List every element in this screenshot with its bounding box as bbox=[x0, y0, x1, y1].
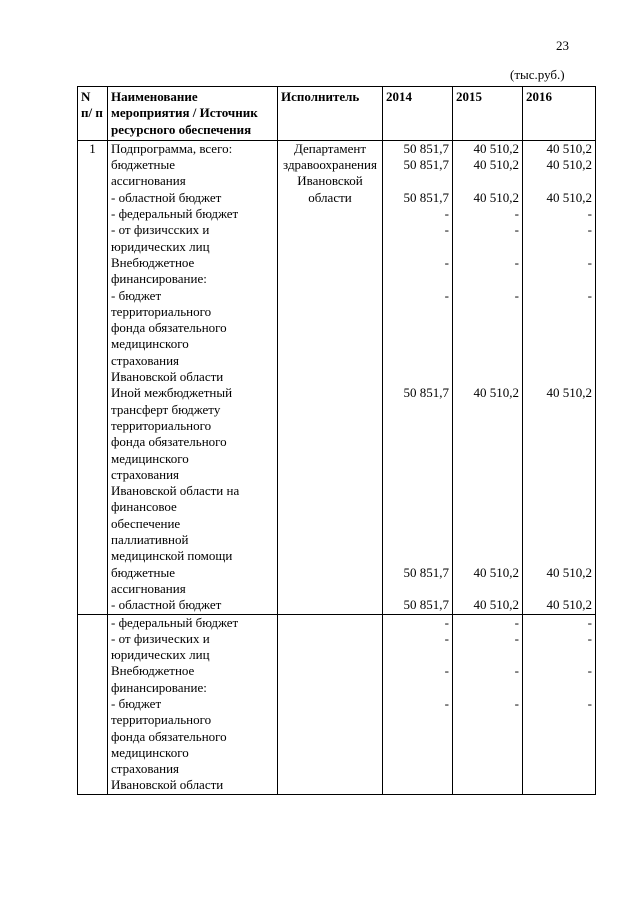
value-line bbox=[386, 761, 449, 777]
name-line: - бюджет bbox=[111, 287, 162, 303]
name-line: Иной межбюджетный bbox=[111, 385, 233, 401]
value-line bbox=[526, 451, 592, 467]
value-line bbox=[456, 499, 519, 515]
value-line bbox=[526, 402, 592, 418]
value-line bbox=[526, 548, 592, 564]
header-2014: 2014 bbox=[383, 87, 453, 141]
value-line: 50 851,7 bbox=[403, 189, 449, 205]
value-line bbox=[526, 647, 592, 663]
name-line: бюджетные bbox=[111, 157, 176, 173]
header-2015: 2015 bbox=[453, 87, 523, 141]
value-line: - bbox=[514, 614, 519, 630]
value-line bbox=[526, 516, 592, 532]
value-line: 40 510,2 bbox=[473, 385, 519, 401]
header-2016: 2016 bbox=[523, 87, 596, 141]
value-line: 50 851,7 bbox=[403, 140, 449, 156]
value-line bbox=[386, 680, 449, 696]
value-line bbox=[526, 532, 592, 548]
name-line: территориального bbox=[111, 417, 212, 433]
value-line: 50 851,7 bbox=[403, 597, 449, 613]
table-header-row bbox=[78, 87, 596, 141]
value-line: - bbox=[587, 287, 592, 303]
value-line bbox=[526, 369, 592, 385]
value-line: - bbox=[514, 663, 519, 679]
name-line: финансирование: bbox=[111, 271, 207, 287]
value-line: 40 510,2 bbox=[473, 564, 519, 580]
value-line: 40 510,2 bbox=[473, 189, 519, 205]
value-line bbox=[386, 239, 449, 255]
name-line: Внебюджетное bbox=[111, 254, 195, 270]
values-2016 bbox=[523, 140, 596, 614]
value-line bbox=[386, 729, 449, 745]
value-line bbox=[526, 173, 592, 189]
value-line bbox=[386, 336, 449, 352]
value-line: - bbox=[514, 206, 519, 222]
value-line bbox=[526, 745, 592, 761]
name-line: финансирование: bbox=[111, 679, 207, 695]
name-line: Ивановской области bbox=[111, 777, 224, 793]
value-line bbox=[386, 647, 449, 663]
budget-table bbox=[77, 86, 596, 795]
value-line: - bbox=[587, 630, 592, 646]
value-line: 40 510,2 bbox=[546, 385, 592, 401]
name-line: ассигнования bbox=[111, 580, 186, 596]
row-number-empty bbox=[78, 614, 108, 794]
value-line bbox=[456, 434, 519, 450]
value-line: - bbox=[587, 695, 592, 711]
value-line bbox=[456, 402, 519, 418]
value-line bbox=[456, 729, 519, 745]
value-line: 50 851,7 bbox=[403, 385, 449, 401]
value-line bbox=[526, 680, 592, 696]
value-line: - bbox=[514, 287, 519, 303]
value-line bbox=[386, 304, 449, 320]
value-line: - bbox=[444, 663, 449, 679]
value-line: - bbox=[587, 254, 592, 270]
value-line bbox=[526, 581, 592, 597]
value-line bbox=[456, 680, 519, 696]
name-line: юридических лиц bbox=[111, 238, 210, 254]
name-line: обеспечение bbox=[111, 515, 181, 531]
name-line: паллиативной bbox=[111, 532, 189, 548]
name-line: трансферт бюджету bbox=[111, 401, 221, 417]
name-line: финансовое bbox=[111, 499, 177, 515]
value-line bbox=[456, 369, 519, 385]
name-line: - областной бюджет bbox=[111, 189, 222, 205]
row-number: 1 bbox=[78, 140, 108, 614]
value-line bbox=[456, 271, 519, 287]
value-line bbox=[456, 353, 519, 369]
name-line: страхования bbox=[111, 761, 180, 777]
value-line: 50 851,7 bbox=[403, 157, 449, 173]
value-line: 40 510,2 bbox=[546, 564, 592, 580]
name-line: территориального bbox=[111, 712, 212, 728]
name-line: медицинского bbox=[111, 336, 189, 352]
value-line bbox=[456, 712, 519, 728]
value-line bbox=[386, 418, 449, 434]
name-cell bbox=[108, 140, 278, 614]
value-line: - bbox=[444, 222, 449, 238]
name-line: - бюджет bbox=[111, 695, 162, 711]
name-line: страхования bbox=[111, 466, 180, 482]
value-line bbox=[526, 483, 592, 499]
value-line bbox=[386, 271, 449, 287]
name-line: - от физичсских и bbox=[111, 222, 210, 238]
value-line bbox=[386, 548, 449, 564]
value-line: - bbox=[444, 254, 449, 270]
name-line: Подпрограмма, всего: bbox=[111, 140, 233, 156]
value-line: - bbox=[514, 695, 519, 711]
value-line bbox=[526, 320, 592, 336]
value-line bbox=[526, 418, 592, 434]
name-line: - от физических и bbox=[111, 630, 210, 646]
value-line bbox=[526, 712, 592, 728]
value-line bbox=[526, 777, 592, 793]
values-2015 bbox=[453, 614, 523, 794]
name-line: фонда обязательного bbox=[111, 434, 227, 450]
header-name: Наименование мероприятия / Источник ресурсного обеспечения bbox=[108, 87, 278, 141]
value-line: 50 851,7 bbox=[403, 564, 449, 580]
value-line: 40 510,2 bbox=[473, 157, 519, 173]
value-line bbox=[456, 581, 519, 597]
table-row bbox=[78, 614, 596, 794]
value-line bbox=[526, 467, 592, 483]
value-line bbox=[526, 304, 592, 320]
value-line bbox=[456, 239, 519, 255]
value-line bbox=[386, 353, 449, 369]
value-line bbox=[386, 483, 449, 499]
value-line bbox=[526, 239, 592, 255]
name-line: страхования bbox=[111, 352, 180, 368]
value-line bbox=[456, 761, 519, 777]
name-line: фонда обязательного bbox=[111, 320, 227, 336]
value-line: - bbox=[514, 630, 519, 646]
value-line: - bbox=[444, 630, 449, 646]
value-line: - bbox=[587, 206, 592, 222]
executor-cell: Департамент здравоохранения Ивановской области bbox=[278, 140, 383, 614]
name-line: медицинского bbox=[111, 744, 189, 760]
name-line: медицинского bbox=[111, 450, 189, 466]
value-line: 40 510,2 bbox=[546, 157, 592, 173]
value-line bbox=[526, 729, 592, 745]
value-line bbox=[386, 532, 449, 548]
name-line: бюджетные bbox=[111, 564, 176, 580]
values-2016 bbox=[523, 614, 596, 794]
name-line: медицинской помощи bbox=[111, 548, 233, 564]
values-2015 bbox=[453, 140, 523, 614]
value-line: 40 510,2 bbox=[546, 597, 592, 613]
units-label: (тыс.руб.) bbox=[510, 67, 565, 82]
value-line bbox=[456, 336, 519, 352]
value-line bbox=[386, 369, 449, 385]
name-line: фонда обязательного bbox=[111, 728, 227, 744]
name-line: юридических лиц bbox=[111, 647, 210, 663]
value-line: - bbox=[587, 663, 592, 679]
value-line bbox=[526, 499, 592, 515]
value-line bbox=[456, 777, 519, 793]
value-line bbox=[386, 402, 449, 418]
page-number: 23 bbox=[556, 38, 569, 53]
name-line: Ивановской области на bbox=[111, 483, 240, 499]
value-line: 40 510,2 bbox=[546, 189, 592, 205]
value-line bbox=[456, 548, 519, 564]
name-line: Ивановской области bbox=[111, 369, 224, 385]
values-2014 bbox=[383, 140, 453, 614]
value-line bbox=[456, 647, 519, 663]
name-line: территориального bbox=[111, 303, 212, 319]
value-line bbox=[386, 467, 449, 483]
value-line: - bbox=[514, 222, 519, 238]
value-line: - bbox=[587, 614, 592, 630]
values-2014 bbox=[383, 614, 453, 794]
header-executor: Исполнитель bbox=[278, 87, 383, 141]
value-line bbox=[456, 745, 519, 761]
table-row bbox=[78, 140, 596, 614]
value-line: 40 510,2 bbox=[546, 140, 592, 156]
value-line: - bbox=[444, 206, 449, 222]
value-line bbox=[386, 320, 449, 336]
name-line: Внебюджетное bbox=[111, 663, 195, 679]
name-line: - федеральный бюджет bbox=[111, 614, 239, 630]
value-line: - bbox=[444, 614, 449, 630]
value-line bbox=[456, 418, 519, 434]
value-line bbox=[456, 320, 519, 336]
value-line bbox=[526, 761, 592, 777]
name-line: - федеральный бюджет bbox=[111, 206, 239, 222]
value-line: - bbox=[444, 287, 449, 303]
name-line: ассигнования bbox=[111, 173, 186, 189]
value-line: 40 510,2 bbox=[473, 597, 519, 613]
value-line bbox=[386, 499, 449, 515]
value-line bbox=[526, 353, 592, 369]
value-line bbox=[386, 581, 449, 597]
value-line bbox=[386, 777, 449, 793]
value-line bbox=[386, 434, 449, 450]
value-line bbox=[456, 532, 519, 548]
value-line bbox=[456, 483, 519, 499]
value-line bbox=[526, 336, 592, 352]
value-line bbox=[456, 451, 519, 467]
name-cell bbox=[108, 614, 278, 794]
value-line bbox=[386, 745, 449, 761]
value-line bbox=[386, 712, 449, 728]
value-line bbox=[386, 173, 449, 189]
value-line bbox=[386, 451, 449, 467]
value-line bbox=[456, 516, 519, 532]
value-line bbox=[456, 467, 519, 483]
value-line bbox=[456, 173, 519, 189]
value-line bbox=[526, 271, 592, 287]
name-line: - областной бюджет bbox=[111, 597, 222, 613]
header-num: N п/ п bbox=[78, 87, 108, 141]
value-line bbox=[386, 516, 449, 532]
value-line bbox=[456, 304, 519, 320]
value-line: 40 510,2 bbox=[473, 140, 519, 156]
value-line bbox=[526, 434, 592, 450]
value-line: - bbox=[444, 695, 449, 711]
executor-cell-empty bbox=[278, 614, 383, 794]
value-line: - bbox=[514, 254, 519, 270]
value-line: - bbox=[587, 222, 592, 238]
